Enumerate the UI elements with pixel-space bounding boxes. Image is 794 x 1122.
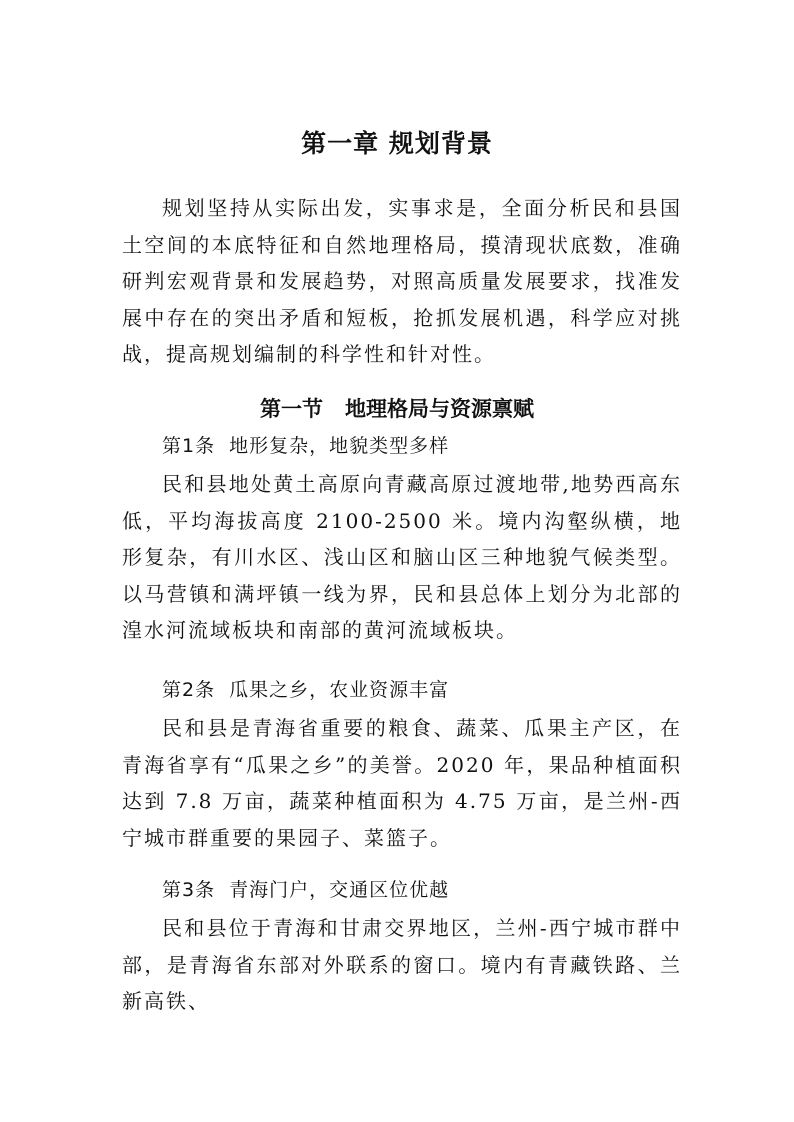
chapter-intro-paragraph: 规划坚持从实际出发，实事求是，全面分析民和县国土空间的本底特征和自然地理格局，摸清现状底数，准确研判宏观背景和发展趋势，对照高质量发展要求，找准发展中存在的突出矛盾和短板，抢抓发展机遇，科学应对挑战，提高规划编制的科学性和针对性。: [122, 196, 682, 366]
article-body-1: 民和县地处黄土高原向青藏高原过渡地带,地势西高东低，平均海拔高度 2100-2500 米。境内沟壑纵横，地形复杂，有川水区、浅山区和脑山区三种地貌气候类型。以马营镇和满坪镇一线为界，民和县总体上划分为北部的湟水河流域板块和南部的黄河流域板块。: [122, 472, 682, 642]
article-heading-1: 第1条 地形复杂，地貌类型多样: [162, 435, 450, 457]
article-heading-3: 第3条 青海门户，交通区位优越: [162, 879, 450, 901]
section-title: 第一节 地理格局与资源禀赋: [260, 397, 534, 421]
chapter-title: 第一章 规划背景: [301, 129, 493, 158]
article-heading-2: 第2条 瓜果之乡，农业资源丰富: [162, 679, 450, 701]
article-body-3: 民和县位于青海和甘肃交界地区，兰州-西宁城市群中部，是青海省东部对外联系的窗口。境内有青藏铁路、兰新高铁、: [122, 916, 682, 1013]
article-body-2: 民和县是青海省重要的粮食、蔬菜、瓜果主产区，在青海省享有“瓜果之乡”的美誉。2020 年，果品种植面积达到 7.8 万亩，蔬菜种植面积为 4.75 万亩，是兰州-西宁城市群重要的果园子、菜篮子。: [122, 716, 682, 850]
